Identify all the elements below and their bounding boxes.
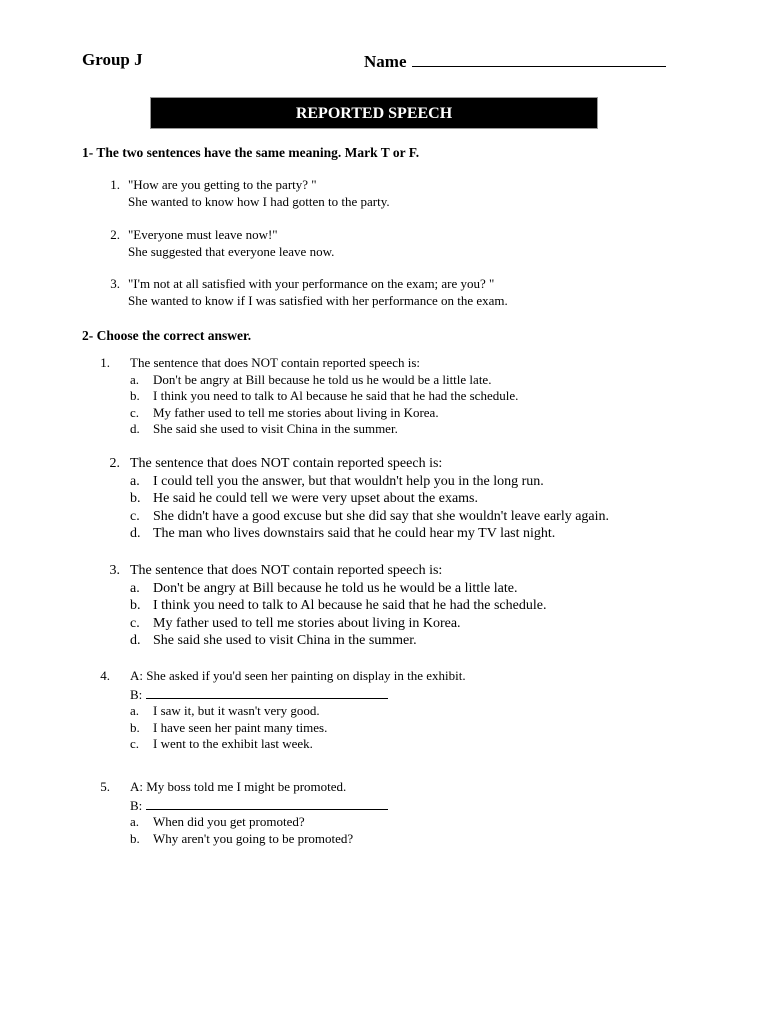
answer-option[interactable]: a. Don't be angry at Bill because he told us he would be a little late.	[130, 371, 492, 387]
answer-option[interactable]: d. She said she used to visit China in the summer.	[130, 633, 417, 648]
question-number: 3.	[110, 276, 120, 291]
answer-option[interactable]: c. I went to the exhibit last week.	[130, 736, 313, 751]
answer-option[interactable]: c. My father used to tell me stories about living in Korea.	[130, 615, 461, 631]
answer-option[interactable]: d. The man who lives downstairs said that he could hear my TV last night.	[130, 526, 556, 541]
answer-option[interactable]: c. She didn't have a good excuse but she did say that she wouldn't leave early again.	[130, 508, 610, 524]
question-stem: The sentence that does NOT contain reported speech is:	[130, 355, 420, 370]
question-number: 2.	[109, 456, 120, 471]
answer-line[interactable]: B:	[130, 685, 466, 704]
answer-blank[interactable]	[146, 796, 388, 810]
answer-option[interactable]: d. She said she used to visit China in the summer.	[130, 421, 398, 436]
group-label: Group J	[82, 50, 143, 69]
question-stem: The sentence that does NOT contain reported speech is:	[130, 563, 443, 578]
answer-blank[interactable]	[146, 685, 388, 699]
question-stem: The sentence that does NOT contain reported speech is:	[130, 456, 443, 471]
question-quote: "How are you getting to the party? "	[128, 177, 317, 192]
answer-option[interactable]: b. I think you need to talk to Al because he said that he had the schedule.	[130, 598, 547, 613]
answer-line[interactable]: B:	[130, 796, 388, 815]
name-field	[364, 50, 666, 72]
answer-option[interactable]: a. When did you get promoted?	[130, 814, 305, 829]
question-quote: "Everyone must leave now!"	[128, 227, 278, 242]
question-quote: "I'm not at all satisfied with your performance on the exam; are you? "	[128, 276, 495, 291]
answer-option[interactable]: a. I saw it, but it wasn't very good.	[130, 703, 320, 718]
question-stem: A: She asked if you'd seen her painting on display in the exhibit.	[130, 668, 466, 683]
answer-option[interactable]: a. Don't be angry at Bill because he told us he would be a little late.	[130, 580, 518, 596]
section2-title: 2- Choose the correct answer.	[82, 328, 252, 343]
question-report: She wanted to know how I had gotten to the party.	[128, 193, 390, 209]
answer-option[interactable]: b. Why aren't you going to be promoted?	[130, 830, 354, 846]
question-number: 5.	[100, 779, 110, 794]
section1-title: 1- The two sentences have the same meaning. Mark T or F.	[82, 145, 420, 160]
answer-option[interactable]: b. I have seen her paint many times.	[130, 719, 328, 735]
answer-option[interactable]: a. I could tell you the answer, but that wouldn't help you in the long run.	[130, 473, 544, 489]
name-label: Name	[364, 52, 407, 71]
question-number: 3.	[109, 563, 120, 578]
name-blank[interactable]	[412, 50, 666, 67]
question-report: She suggested that everyone leave now.	[128, 243, 335, 259]
question-number: 2.	[110, 227, 120, 242]
answer-option[interactable]: c. My father used to tell me stories about living in Korea.	[130, 404, 439, 420]
question-report: She wanted to know if I was satisfied with her performance on the exam.	[128, 292, 508, 308]
question-number: 1.	[110, 177, 120, 192]
question-stem: A: My boss told me I might be promoted.	[130, 779, 347, 794]
question-number: 4.	[100, 668, 110, 683]
worksheet-title: REPORTED SPEECH	[150, 97, 598, 129]
answer-option[interactable]: b. I think you need to talk to Al because he said that he had the schedule.	[130, 388, 519, 403]
question-number: 1.	[100, 355, 110, 370]
answer-option[interactable]: b. He said he could tell we were very upset about the exams.	[130, 491, 479, 506]
